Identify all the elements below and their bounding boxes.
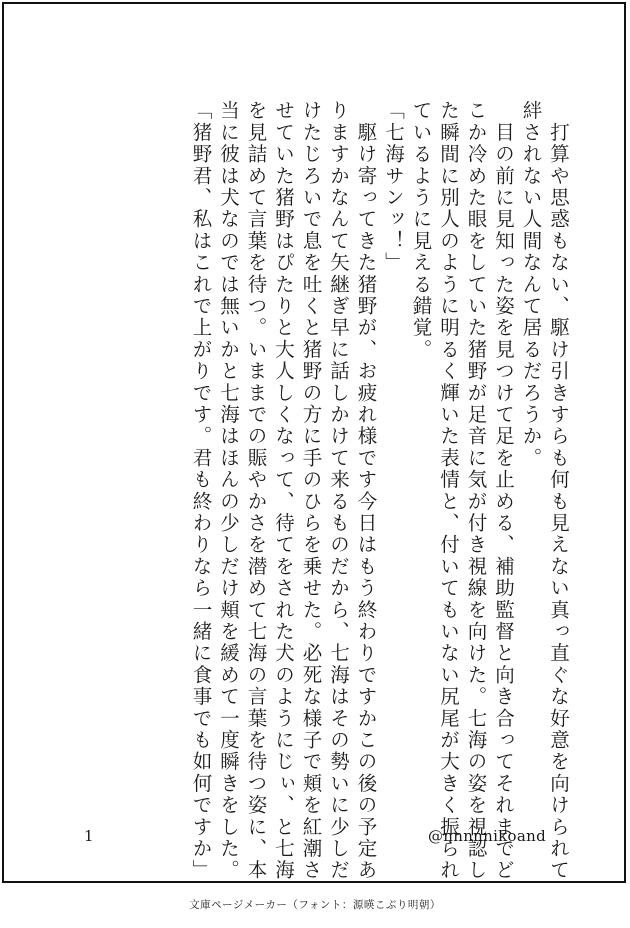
text-line: 「七海サンッ！」 <box>382 100 405 274</box>
text-line: こか冷めた眼をしていた猪野が足音に気が付き視線を向けた。七海の姿を視認し <box>464 100 488 882</box>
page-number: 1 <box>84 827 94 845</box>
text-line: 打算や思惑もない、駆け引きすらも何も見えない真っ直ぐな好意を向けられて <box>547 100 570 882</box>
author-handle: @nnnnnikoand <box>427 827 546 845</box>
text-line: 「猪野君、私はこれで上がりです。君も終わりなら一緒に食事でも如何ですか」 <box>189 100 213 882</box>
text-line: 目の前に見知った姿を見つけて足を止める、補助監督と向き合ってそれまでど <box>492 100 515 882</box>
text-line: を見詰めて言葉を待つ。いままでの賑やかさを潜めて七海の言葉を待つ姿に、本 <box>244 100 268 882</box>
text-line: 当に彼は犬なのでは無いかと七海はほんの少しだけ頬を緩めて一度瞬きをした。 <box>217 100 240 882</box>
text-line: せていた猪野はぴたりと大人しくなって、待てをされた犬のようにじぃ、と七海 <box>272 100 295 882</box>
generator-credit: 文庫ページメーカー（フォント：源暎こぶり明朝） <box>189 899 441 911</box>
text-line: りますかなんて矢継ぎ早に話しかけて来るものだから、七海はその勢いに少しだ <box>327 100 350 882</box>
book-page <box>2 2 626 883</box>
text-line: ているように見える錯覚。 <box>409 100 433 361</box>
text-line: 絆されない人間なんて居るだろうか。 <box>519 100 543 469</box>
text-line: 駆け寄ってきた猪野が、お疲れ様です今日はもう終わりですかこの後の予定あ <box>354 100 378 882</box>
text-line: た瞬間に別人のように明るく輝いた表情と、付いてもいない尻尾が大きく振られ <box>437 100 460 882</box>
text-line: けたじろいで息を吐くと猪野の方に手のひらを乗せた。必死な様子で頬を紅潮さ <box>299 100 323 882</box>
